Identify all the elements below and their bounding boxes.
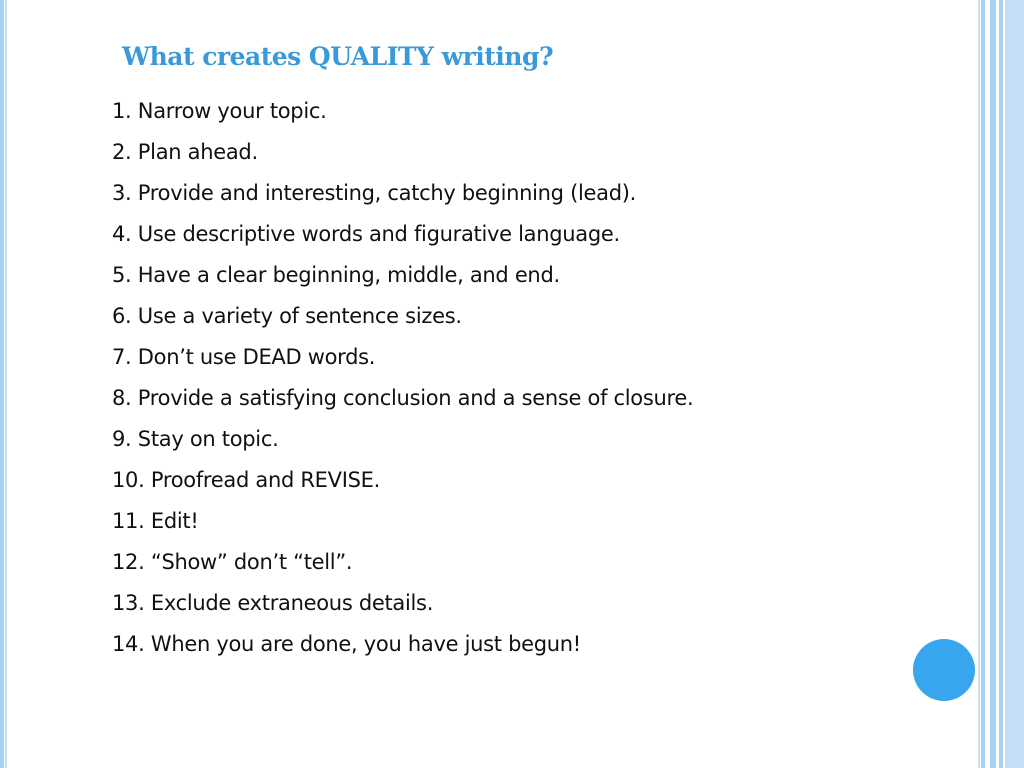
list-item: 10. Proofread and REVISE. (112, 468, 380, 492)
writing-tips-list (112, 95, 932, 669)
list-item: 11. Edit! (112, 509, 199, 533)
decorative-circle (913, 639, 975, 701)
slide-title: What creates QUALITY writing? (122, 42, 554, 71)
list-item: 5. Have a clear beginning, middle, and end. (112, 263, 560, 287)
list-item: 9. Stay on topic. (112, 427, 279, 451)
right-border-line-1 (978, 0, 980, 768)
right-border-band (1005, 0, 1024, 768)
left-border-inner-line (5, 0, 7, 768)
list-item: 6. Use a variety of sentence sizes. (112, 304, 462, 328)
list-item: 14. When you are done, you have just begun! (112, 632, 581, 656)
list-item: 4. Use descriptive words and figurative language. (112, 222, 620, 246)
list-item: 12. “Show” don’t “tell”. (112, 550, 353, 574)
list-item: 7. Don’t use DEAD words. (112, 345, 376, 369)
list-item: 1. Narrow your topic. (112, 99, 327, 123)
list-item: 3. Provide and interesting, catchy beginning (lead). (112, 181, 636, 205)
list-item: 8. Provide a satisfying conclusion and a sense of closure. (112, 386, 694, 410)
list-item: 13. Exclude extraneous details. (112, 591, 434, 615)
list-item: 2. Plan ahead. (112, 140, 258, 164)
